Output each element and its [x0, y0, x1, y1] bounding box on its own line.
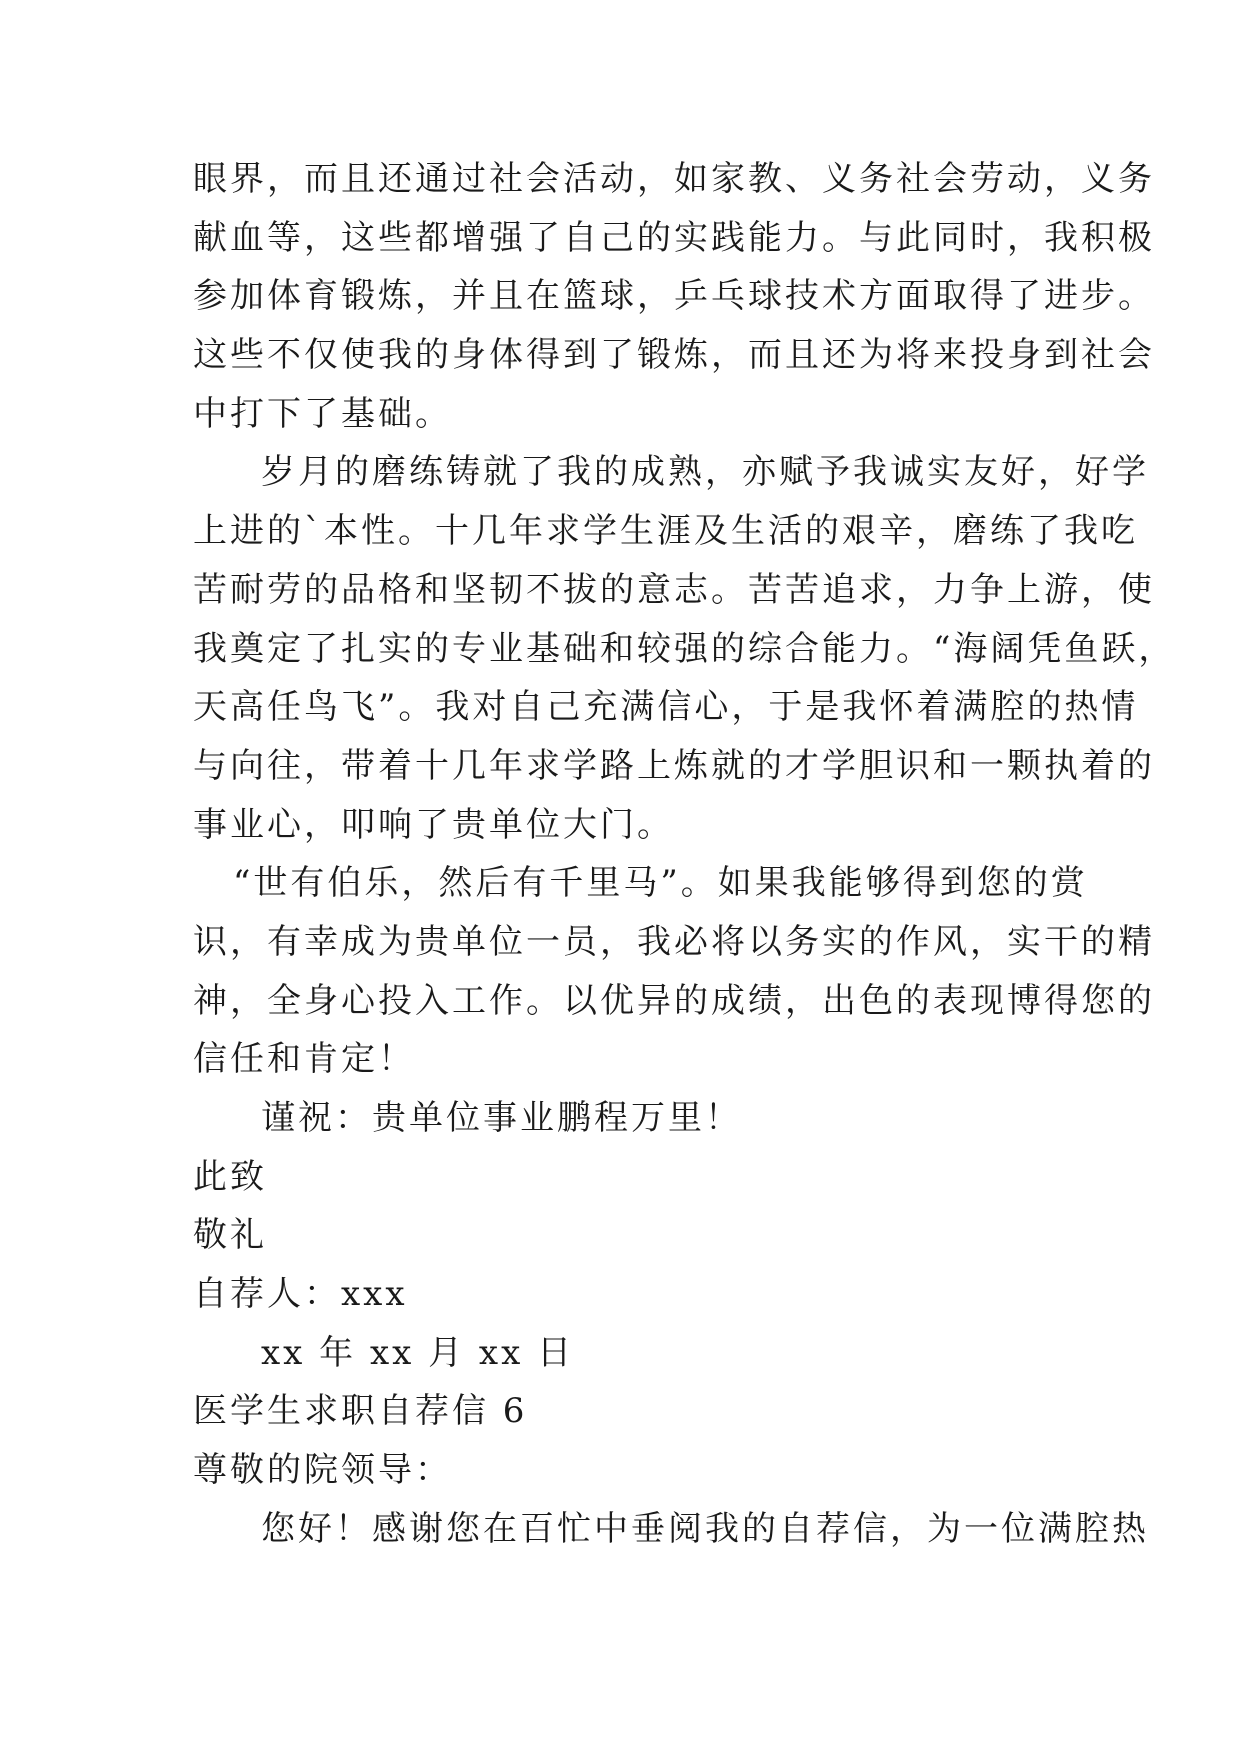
paragraph-line: “世有伯乐，然后有千里马”。如果我能够得到您的赏 [233, 863, 1088, 904]
paragraph-line: 识，有幸成为贵单位一员，我必将以务实的作风，实干的精 [193, 921, 1155, 962]
greeting-line: 尊敬的院领导： [193, 1450, 452, 1491]
paragraph-line: 苦耐劳的品格和坚韧不拔的意志。苦苦追求，力争上游，使 [193, 569, 1155, 610]
paragraph-line: 这些不仅使我的身体得到了锻炼，而且还为将来投身到社会 [193, 335, 1155, 376]
signature-line: 自荐人：xxx [193, 1274, 408, 1315]
salutation-regards: 敬礼 [193, 1215, 267, 1256]
paragraph-line: 神，全身心投入工作。以优异的成绩，出色的表现博得您的 [193, 980, 1155, 1021]
paragraph-line: 岁月的磨练铸就了我的成熟，亦赋予我诚实友好，好学 [261, 452, 1149, 493]
paragraph-line: 上进的`本性。十几年求学生涯及生活的艰辛，磨练了我吃 [193, 511, 1138, 552]
paragraph-line: 中打下了基础。 [193, 393, 452, 434]
paragraph-line: 与向往，带着十几年求学路上炼就的才学胆识和一颗执着的 [193, 745, 1155, 786]
paragraph-line: 事业心，叩响了贵单位大门。 [193, 804, 674, 845]
closing-wish: 谨祝：贵单位事业鹏程万里！ [261, 1098, 742, 1138]
section-heading: 医学生求职自荐信 6 [193, 1391, 528, 1432]
paragraph-line: 您好！感谢您在百忙中垂阅我的自荐信，为一位满腔热 [261, 1508, 1149, 1549]
date-line: xx 年 xx 月 xx 日 [261, 1332, 575, 1373]
paragraph-line: 眼界，而且还通过社会活动，如家教、义务社会劳动，义务 [193, 159, 1155, 199]
paragraph-line: 献血等，这些都增强了自己的实践能力。与此同时，我积极 [193, 217, 1155, 258]
paragraph-line: 参加体育锻炼，并且在篮球，乒乓球技术方面取得了进步。 [193, 276, 1155, 317]
salutation-closing: 此致 [193, 1156, 267, 1197]
paragraph-line: 天高任鸟飞”。我对自己充满信心，于是我怀着满腔的热情 [193, 687, 1139, 728]
paragraph-line: 我奠定了扎实的专业基础和较强的综合能力。“海阔凭鱼跃， [193, 628, 1176, 669]
paragraph-line: 信任和肯定！ [193, 1039, 415, 1080]
letter-body [193, 150, 1176, 1559]
